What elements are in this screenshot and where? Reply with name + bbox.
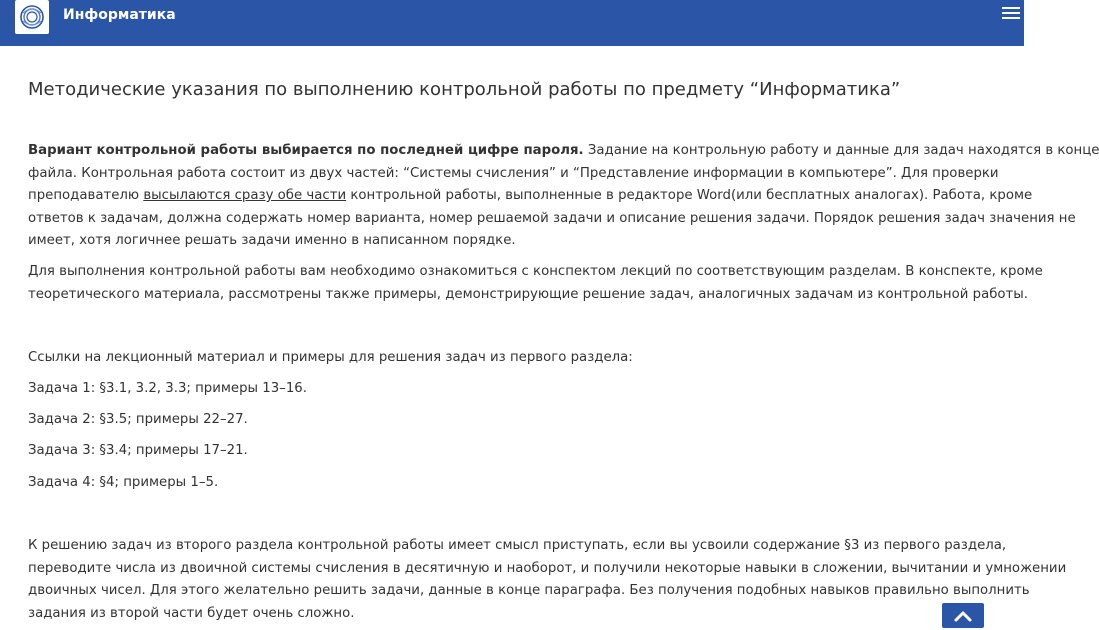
page-title: Методические указания по выполнению контрольной работы по предмету “Информатика” (28, 79, 901, 100)
site-logo[interactable] (15, 0, 49, 34)
scroll-to-top-button[interactable] (942, 603, 984, 628)
list-item: Задача 4: §4; примеры 1–5. (28, 475, 219, 490)
paragraph-instructions: Вариант контрольной работы выбирается по последней цифре пароля. Задание на контрольную работу и данные для задач находятся в конце файла. Контрольная работа состоит из двух частей: “Системы счисления” и “Представление информации в компьютере”. Для проверки преподавателю высылаются сразу обе части контрольной работы, выполненные в редакторе Word(или бесплатных аналогах). Работа, кроме ответов к задачам, должна содержать номер варианта, номер решаемой задачи и описание решения задачи. Порядок решения задач значения не имеет, хотя логичнее решать задачи именно в написанном порядке. (28, 143, 1099, 248)
top-header (0, 0, 1024, 46)
paragraph-second-section: К решению задач из второго раздела контрольной работы имеет смысл приступать, если вы усвоили содержание §3 из первого раздела, переводите числа из двоичной системы счисления в десятичную и наоборот, и получили некоторые навыки в сложении, вычитании и умножении двоичных чисел. Для этого желательно решить задачи, данные в конце параграфа. Без получения подобных навыков правильно выполнить задания из второй части будет очень сложно. (28, 538, 1067, 621)
hamburger-menu-button[interactable] (1002, 7, 1020, 21)
list-item: Задача 1: §3.1, 3.2, 3.3; примеры 13–16. (28, 381, 307, 396)
bold-lead-text: Вариант контрольной работы выбирается по последней цифре пароля. (28, 143, 584, 158)
underlined-text: высылаются сразу обе части (143, 188, 347, 203)
logo-icon (18, 3, 46, 31)
paragraph-lectures: Для выполнения контрольной работы вам необходимо ознакомиться с конспектом лекций по соответствующим разделам. В конспекте, кроме теоретического материала, рассмотрены также примеры, демонстрирующие решение задач, аналогичных задачам из контрольной работы. (28, 264, 1043, 302)
list-item: Задача 2: §3.5; примеры 22–27. (28, 412, 248, 427)
chevron-up-icon (954, 610, 972, 622)
hamburger-menu-icon (1002, 7, 1020, 9)
list-item: Задача 3: §3.4; примеры 17–21. (28, 443, 248, 458)
site-title[interactable]: Информатика (63, 7, 176, 23)
links-intro: Ссылки на лекционный материал и примеры для решения задач из первого раздела: (28, 350, 633, 365)
